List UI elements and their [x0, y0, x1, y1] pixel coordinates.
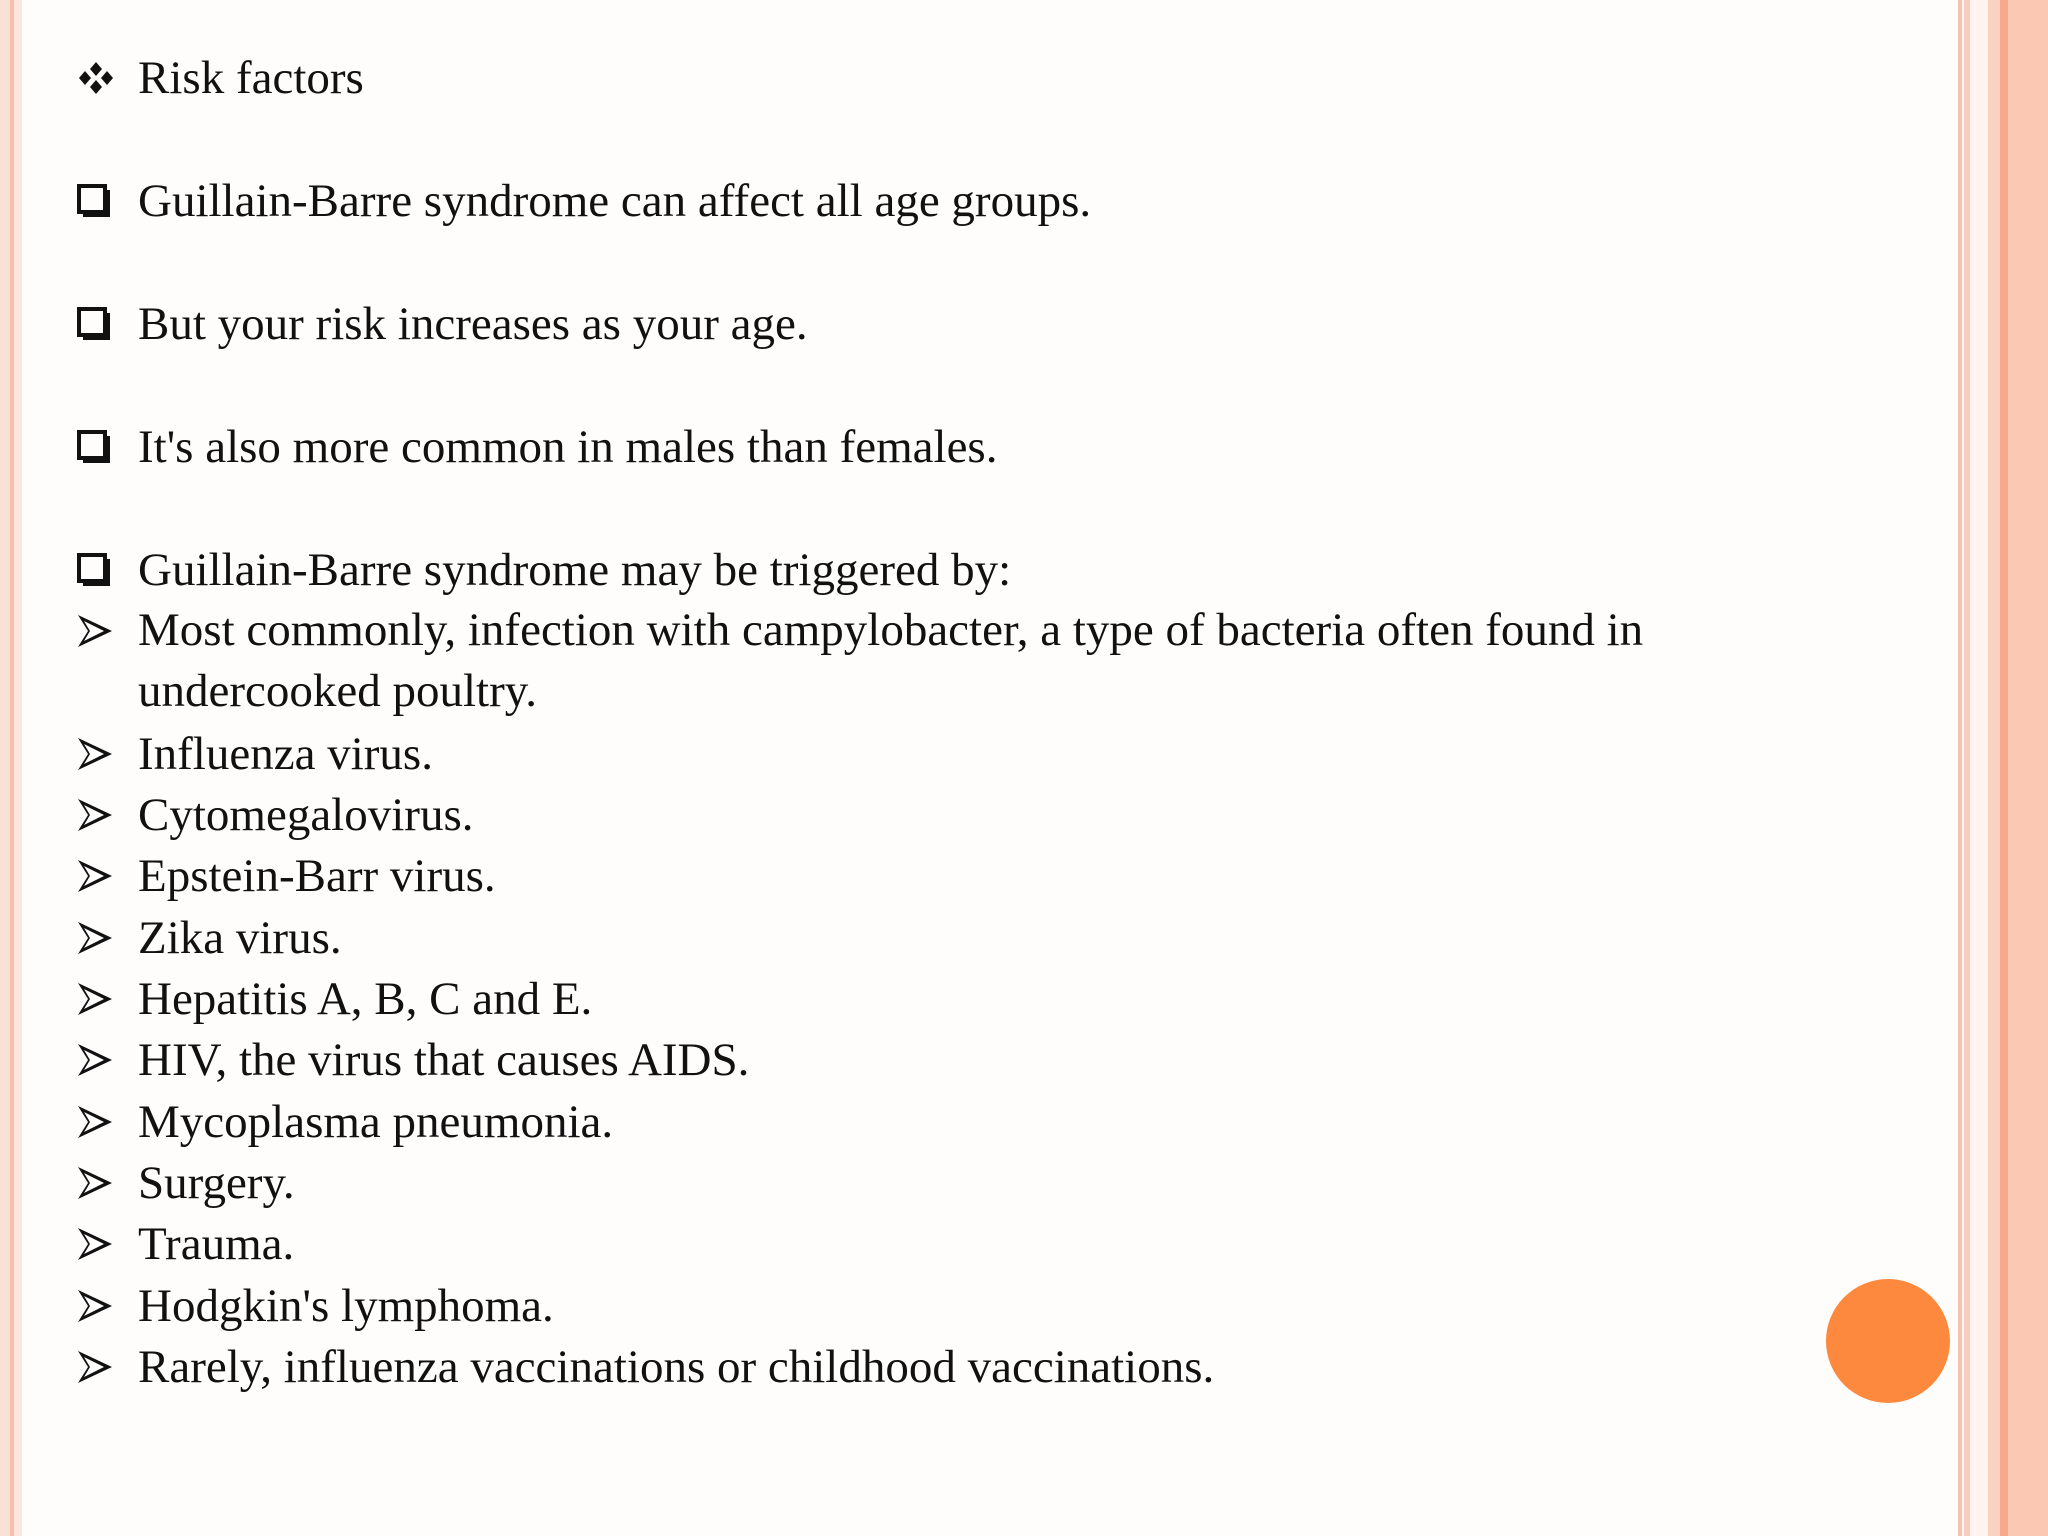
trigger-text: Hodgkin's lymphoma.: [138, 1280, 554, 1332]
arrowhead-icon: [76, 600, 120, 662]
square-checkbox-icon: [76, 539, 120, 601]
trigger-text: Zika virus.: [138, 912, 342, 964]
trigger-text: Epstein-Barr virus.: [138, 850, 496, 902]
arrowhead-icon: [76, 968, 120, 1030]
list-item-text: It's also more common in males than females.: [138, 421, 998, 473]
trigger-text: Mycoplasma pneumonia.: [138, 1096, 614, 1148]
list-item-text: Guillain-Barre syndrome may be triggered by:: [138, 544, 1012, 596]
trigger-text: Hepatitis A, B, C and E.: [138, 973, 593, 1025]
trigger-item: [0, 1213, 1900, 1275]
four-diamonds-icon: [76, 47, 120, 109]
heading-text: Risk factors: [138, 52, 364, 104]
list-item: [0, 170, 1900, 232]
trigger-text: Most commonly, infection with campylobacter, a type of bacteria often found in undercooked poultry.: [138, 604, 1644, 717]
trigger-item: [0, 907, 1900, 969]
trigger-text: Influenza virus.: [138, 728, 433, 780]
arrowhead-icon: [76, 784, 120, 846]
trigger-item: [0, 845, 1900, 907]
arrowhead-icon: [76, 723, 120, 785]
square-checkbox-icon: [76, 170, 120, 232]
trigger-text: Cytomegalovirus.: [138, 789, 474, 841]
list-item-text: But your risk increases as your age.: [138, 298, 808, 350]
trigger-item: [0, 968, 1900, 1030]
trigger-item: [0, 600, 1900, 724]
arrowhead-icon: [76, 1275, 120, 1337]
arrowhead-icon: [76, 1029, 120, 1091]
trigger-item: [0, 784, 1900, 846]
list-item-text: Guillain-Barre syndrome can affect all age groups.: [138, 175, 1092, 227]
arrowhead-icon: [76, 1091, 120, 1153]
square-checkbox-icon: [76, 293, 120, 355]
list-item: [0, 293, 1900, 355]
right-border-decoration: [1958, 0, 2048, 1536]
arrowhead-icon: [76, 907, 120, 969]
trigger-text: Rarely, influenza vaccinations or childhood vaccinations.: [138, 1341, 1215, 1393]
arrowhead-icon: [76, 1213, 120, 1275]
arrowhead-icon: [76, 1152, 120, 1214]
list-item: [0, 416, 1900, 478]
trigger-text: Surgery.: [138, 1157, 295, 1209]
trigger-item: [0, 1336, 1900, 1398]
trigger-item: [0, 1029, 1900, 1091]
trigger-text: HIV, the virus that causes AIDS.: [138, 1034, 750, 1086]
arrowhead-icon: [76, 1336, 120, 1398]
trigger-item: [0, 723, 1900, 785]
trigger-text: Trauma.: [138, 1218, 295, 1270]
trigger-item: [0, 1152, 1900, 1214]
trigger-item: [0, 1275, 1900, 1337]
heading-row: [0, 47, 1900, 109]
list-item: [0, 539, 1900, 601]
trigger-item: [0, 1091, 1900, 1153]
square-checkbox-icon: [76, 416, 120, 478]
arrowhead-icon: [76, 845, 120, 907]
